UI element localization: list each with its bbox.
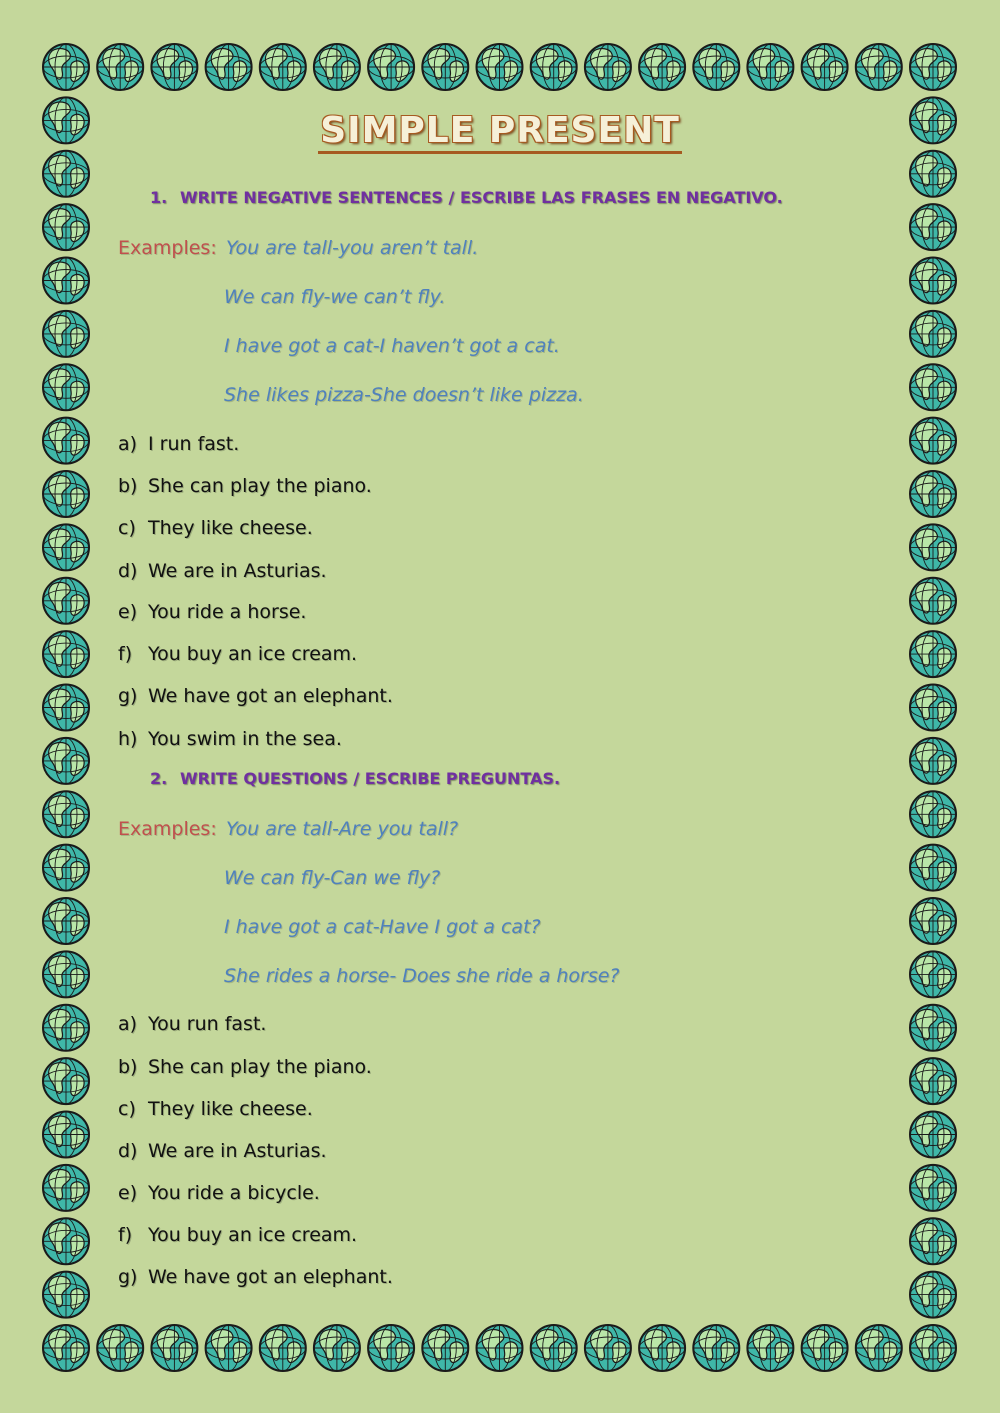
globe-icon bbox=[43, 1165, 89, 1211]
globe-icon bbox=[43, 1005, 89, 1051]
globe-icon bbox=[43, 418, 89, 464]
globe-icon bbox=[422, 44, 468, 90]
section-1-example: We can fly-we can’t fly. bbox=[224, 286, 446, 308]
section-1-example: You are tall-you aren’t tall. bbox=[226, 237, 479, 259]
globe-icon bbox=[43, 1058, 89, 1104]
section-2-item: g) We have got an elephant. bbox=[118, 1266, 393, 1288]
section-2-item: f) You buy an ice cream. bbox=[118, 1224, 358, 1246]
globe-icon bbox=[693, 1325, 739, 1371]
section-1-item: c) They like cheese. bbox=[118, 517, 313, 539]
globe-icon bbox=[368, 1325, 414, 1371]
globe-icon bbox=[910, 791, 956, 837]
globe-icon bbox=[910, 1005, 956, 1051]
globe-icon bbox=[43, 845, 89, 891]
globe-icon bbox=[639, 1325, 685, 1371]
globe-icon bbox=[910, 738, 956, 784]
globe-icon bbox=[910, 258, 956, 304]
section-2-item: d) We are in Asturias. bbox=[118, 1140, 327, 1162]
section-1-example: She likes pizza-She doesn’t like pizza. bbox=[224, 384, 584, 406]
globe-icon bbox=[43, 311, 89, 357]
globe-icon bbox=[97, 44, 143, 90]
section-1-item: g) We have got an elephant. bbox=[118, 685, 393, 707]
globe-icon bbox=[747, 44, 793, 90]
globe-icon bbox=[910, 951, 956, 997]
section-1-item: d) We are in Asturias. bbox=[118, 560, 327, 582]
globe-icon bbox=[910, 418, 956, 464]
globe-icon bbox=[43, 471, 89, 517]
section-2-example: She rides a horse- Does she ride a horse? bbox=[224, 965, 620, 987]
section-1-item: a) I run fast. bbox=[118, 433, 240, 455]
globe-icon bbox=[314, 44, 360, 90]
globe-icon bbox=[43, 204, 89, 250]
section-2-item: c) They like cheese. bbox=[118, 1098, 313, 1120]
globe-icon bbox=[368, 44, 414, 90]
globe-icon bbox=[910, 44, 956, 90]
section-2-examples-label: Examples: bbox=[118, 818, 217, 840]
section-2-item: a) You run fast. bbox=[118, 1013, 267, 1035]
globe-icon bbox=[639, 44, 685, 90]
globe-icon bbox=[910, 204, 956, 250]
globe-icon bbox=[43, 1325, 89, 1371]
globe-icon bbox=[910, 1165, 956, 1211]
section-2-item: b) She can play the piano. bbox=[118, 1056, 372, 1078]
globe-icon bbox=[477, 44, 523, 90]
section-1-item: f) You buy an ice cream. bbox=[118, 643, 358, 665]
section-1-example: I have got a cat-I haven’t got a cat. bbox=[224, 335, 560, 357]
globe-icon bbox=[43, 685, 89, 731]
globe-icon bbox=[910, 1272, 956, 1318]
globe-icon bbox=[531, 1325, 577, 1371]
globe-icon bbox=[260, 44, 306, 90]
section-2-item: e) You ride a bicycle. bbox=[118, 1182, 320, 1204]
globe-icon bbox=[43, 151, 89, 197]
globe-icon bbox=[910, 1112, 956, 1158]
globe-icon bbox=[206, 1325, 252, 1371]
globe-icon bbox=[422, 1325, 468, 1371]
globe-icon bbox=[910, 311, 956, 357]
globe-icon bbox=[585, 1325, 631, 1371]
globe-icon bbox=[856, 1325, 902, 1371]
globe-icon bbox=[43, 898, 89, 944]
globe-icon bbox=[43, 578, 89, 624]
globe-icon bbox=[585, 44, 631, 90]
globe-icon bbox=[910, 685, 956, 731]
globe-icon bbox=[802, 1325, 848, 1371]
section-1-item: h) You swim in the sea. bbox=[118, 728, 342, 750]
globe-icon bbox=[314, 1325, 360, 1371]
globe-icon bbox=[43, 738, 89, 784]
globe-icon bbox=[43, 791, 89, 837]
globe-icon bbox=[43, 1112, 89, 1158]
globe-icon bbox=[151, 1325, 197, 1371]
section-1-item: b) She can play the piano. bbox=[118, 475, 372, 497]
section-2-example: We can fly-Can we fly? bbox=[224, 867, 441, 889]
globe-icon bbox=[206, 44, 252, 90]
section-1-heading-text: WRITE NEGATIVE SENTENCES / ESCRIBE LAS FRASES EN NEGATIVO. bbox=[180, 188, 783, 207]
globe-icon bbox=[43, 631, 89, 677]
globe-icon bbox=[747, 1325, 793, 1371]
section-1-item: e) You ride a horse. bbox=[118, 601, 307, 623]
globe-icon bbox=[151, 44, 197, 90]
globe-icon bbox=[43, 1272, 89, 1318]
globe-icon bbox=[693, 44, 739, 90]
globe-icon bbox=[910, 631, 956, 677]
globe-icon bbox=[910, 471, 956, 517]
section-1-examples-label: Examples: bbox=[118, 237, 217, 259]
globe-icon bbox=[910, 845, 956, 891]
globe-icon bbox=[910, 1058, 956, 1104]
globe-icon bbox=[910, 364, 956, 410]
globe-icon bbox=[910, 578, 956, 624]
globe-icon bbox=[43, 951, 89, 997]
globe-icon bbox=[43, 44, 89, 90]
globe-icon bbox=[910, 898, 956, 944]
globe-icon bbox=[531, 44, 577, 90]
globe-icon bbox=[910, 524, 956, 570]
globe-icon bbox=[910, 1325, 956, 1371]
section-2-example: I have got a cat-Have I got a cat? bbox=[224, 916, 541, 938]
section-2-heading-text: WRITE QUESTIONS / ESCRIBE PREGUNTAS. bbox=[180, 769, 561, 788]
page-title: SIMPLE PRESENT bbox=[0, 110, 1000, 151]
globe-icon bbox=[910, 1218, 956, 1264]
globe-icon bbox=[856, 44, 902, 90]
globe-icon bbox=[910, 151, 956, 197]
section-1-heading bbox=[150, 188, 783, 207]
globe-icon bbox=[43, 524, 89, 570]
section-2-heading bbox=[150, 769, 560, 788]
globe-icon bbox=[43, 1218, 89, 1264]
globe-icon bbox=[477, 1325, 523, 1371]
section-2-example: You are tall-Are you tall? bbox=[226, 818, 459, 840]
section-1-number: 1. bbox=[150, 188, 168, 207]
globe-icon bbox=[43, 364, 89, 410]
globe-icon bbox=[802, 44, 848, 90]
globe-icon bbox=[260, 1325, 306, 1371]
globe-icon bbox=[43, 258, 89, 304]
section-2-number: 2. bbox=[150, 769, 168, 788]
globe-icon bbox=[97, 1325, 143, 1371]
